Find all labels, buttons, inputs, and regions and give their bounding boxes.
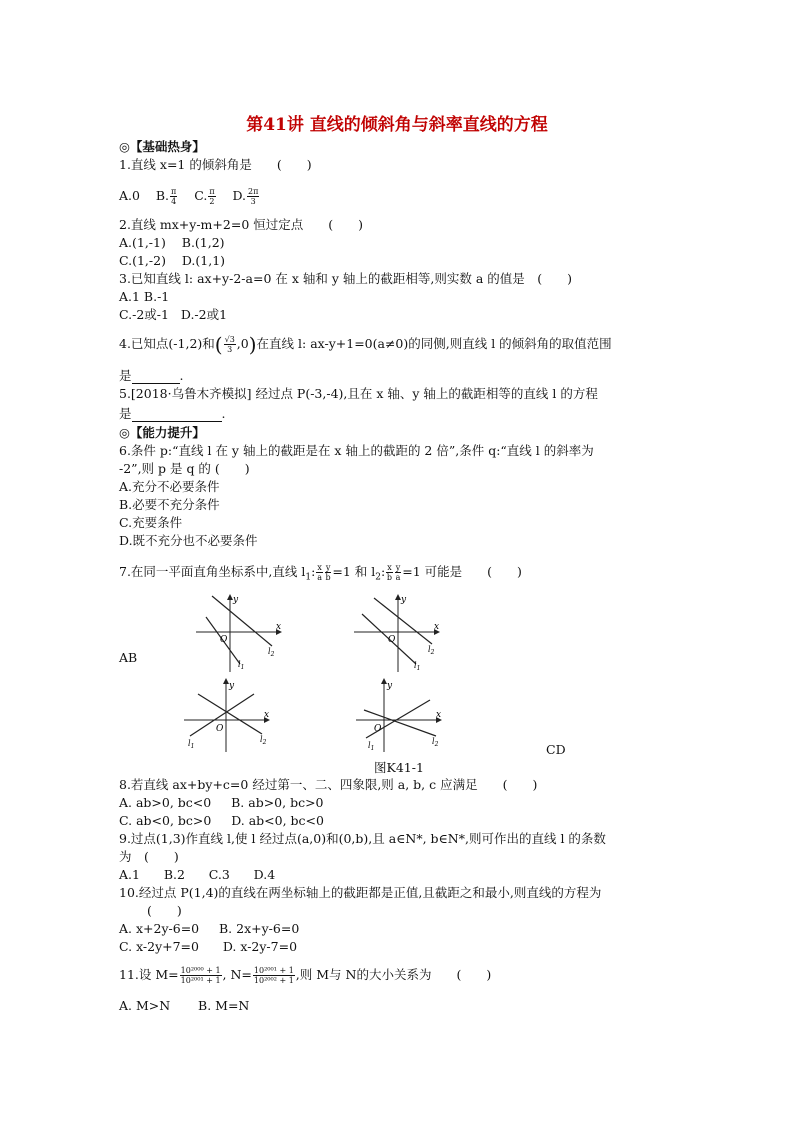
graph-label-cd: CD [546, 742, 566, 757]
question-6-option-c: C.充要条件 [119, 515, 183, 530]
question-2: 2.直线 mx+y-m+2=0 恒过定点 ( ) [119, 217, 363, 232]
svg-text:x: x [436, 710, 442, 720]
svg-text:y: y [229, 681, 235, 691]
svg-text:l1: $l_1$ [368, 741, 375, 752]
question-4-answer: 是 . [119, 368, 184, 383]
question-6: 6.条件 p:“直线 l 在 y 轴上的截距是在 x 轴上的截距的 2 倍”,条件 q:“直线 l 的斜率为 [119, 443, 594, 458]
question-9: 9.过点(1,3)作直线 l,使 l 经过点(a,0)和(0,b),且 a∈N*, b∈N*,则可作出的直线 l 的条数 [119, 831, 606, 846]
question-3: 3.已知直线 l: ax+y-2-a=0 在 x 轴和 y 轴上的截距相等,则实数 a 的值是 ( ) [119, 271, 573, 286]
question-8-options-row2: C. ab<0, bc>0 D. ab<0, bc<0 [119, 813, 324, 828]
question-6-option-d: D.既不充分也不必要条件 [119, 533, 258, 548]
fraction: $\frac{√3}{3}$ [224, 335, 235, 354]
question-10: 10.经过点 P(1,4)的直线在两坐标轴上的截距都是正值,且截距之和最小,则直线的方程为 [119, 885, 602, 900]
question-5-answer: 是 . [119, 406, 226, 421]
question-8: 8.若直线 ax+by+c=0 经过第一、二、四象限,则 a, b, c 应满足 ( ) [119, 777, 538, 792]
svg-text:y: y [233, 595, 239, 605]
question-10-options-row1: A. x+2y-6=0 B. 2x+y-6=0 [119, 921, 300, 936]
graph-a [196, 592, 286, 672]
question-2-options-row1: A.(1,-1) B.(1,2) [119, 235, 225, 250]
question-11: 11.设 M= $\frac{\text{10²⁰⁰⁰ + 1}}{\text{10²⁰⁰¹ + 1}}$ , N= $\frac{\text{10²⁰⁰¹ + 1}}{\text{10²⁰⁰² + 1}}$ ,则 M与 N的大小关系为 ( ) [119, 966, 492, 985]
svg-text:x: x [434, 622, 440, 632]
question-1-options: A.0 B. $\frac{\pi}{4}$ C. $\frac{\pi}{2}$ D. $\frac{2\pi}{3}$ [119, 187, 259, 206]
fraction: $\frac{\text{10²⁰⁰⁰ + 1}}{\text{10²⁰⁰¹ + 1}}$ [180, 966, 221, 985]
svg-text:y: y [401, 595, 407, 605]
svg-text:l1: $l_1$ [188, 739, 195, 750]
question-7: 7.在同一平面直角坐标系中,直线 $l_1$: $\frac{x}{a}$ $\frac{y}{b}$ =1 和 $l_2$: $\frac{x}{b}$ $\frac{y}{a}$ =1 可能是 ( ) [119, 563, 522, 583]
question-6-option-a: A.充分不必要条件 [119, 479, 220, 494]
fraction: $\frac{\pi}{2}$ [209, 187, 215, 206]
question-8-options-row1: A. ab>0, bc<0 B. ab>0, bc>0 [119, 795, 324, 810]
section-advanced: ◎【能力提升】 [119, 425, 205, 440]
page-title: 第41讲 直线的倾斜角与斜率直线的方程 [246, 115, 548, 135]
svg-text:O: O [216, 724, 224, 734]
fraction: $\frac{x}{b}$ [386, 563, 393, 582]
svg-text:O: O [374, 724, 382, 734]
question-10-options-row2: C. x-2y+7=0 D. x-2y-7=0 [119, 939, 298, 954]
section-basic: ◎【基础热身】 [119, 139, 205, 154]
question-10-cont: ( ) [147, 903, 182, 918]
fraction: $\frac{2\pi}{3}$ [248, 187, 259, 206]
fraction: $\frac{\pi}{4}$ [171, 187, 177, 206]
question-4: 4.已知点(-1,2)和( $\frac{√3}{3}$ ,0)在直线 l: ax-y+1=0(a≠0)的同侧,则直线 l 的倾斜角的取值范围 [119, 332, 612, 357]
svg-text:l2: $l_2$ [428, 645, 435, 656]
figure-caption: 图K41-1 [374, 760, 424, 775]
question-3-options-row2: C.-2或-1 D.-2或1 [119, 307, 228, 322]
fraction: $\frac{y}{b}$ [325, 563, 331, 582]
question-2-options-row2: C.(1,-2) D.(1,1) [119, 253, 226, 268]
svg-text:l2: $l_2$ [432, 737, 439, 748]
svg-text:O: O [388, 635, 396, 645]
question-5: 5.[2018·乌鲁木齐模拟] 经过点 P(-3,-4),且在 x 轴、y 轴上的截距相等的直线 l 的方程 [119, 386, 598, 401]
graph-b [354, 592, 444, 672]
svg-text:l1: $l_1$ [414, 661, 421, 672]
svg-text:l2: $l_2$ [268, 647, 275, 658]
question-6-option-b: B.必要不充分条件 [119, 497, 220, 512]
svg-text:y: y [387, 681, 393, 691]
svg-text:l1: $l_1$ [238, 660, 245, 671]
graph-c [184, 676, 274, 754]
svg-text:x: x [264, 710, 270, 720]
fraction: $\frac{\text{10²⁰⁰¹ + 1}}{\text{10²⁰⁰² + 1}}$ [253, 966, 294, 985]
question-3-options-row1: A.1 B.-1 [119, 289, 170, 304]
svg-text:O: O [220, 635, 228, 645]
question-1: 1.直线 x=1 的倾斜角是 ( ) [119, 157, 312, 172]
question-9-cont: 为 ( ) [119, 849, 179, 864]
fraction: $\frac{y}{a}$ [395, 563, 401, 582]
graph-d [356, 676, 446, 754]
svg-text:x: x [276, 622, 282, 632]
question-9-options: A.1 B.2 C.3 D.4 [119, 867, 276, 882]
graph-label-ab: AB [119, 650, 138, 665]
question-6-cont: -2”,则 p 是 q 的 ( ) [119, 461, 250, 476]
svg-text:l2: $l_2$ [260, 735, 267, 746]
fraction: $\frac{x}{a}$ [317, 563, 322, 582]
question-11-options: A. M>N B. M=N [119, 998, 250, 1013]
